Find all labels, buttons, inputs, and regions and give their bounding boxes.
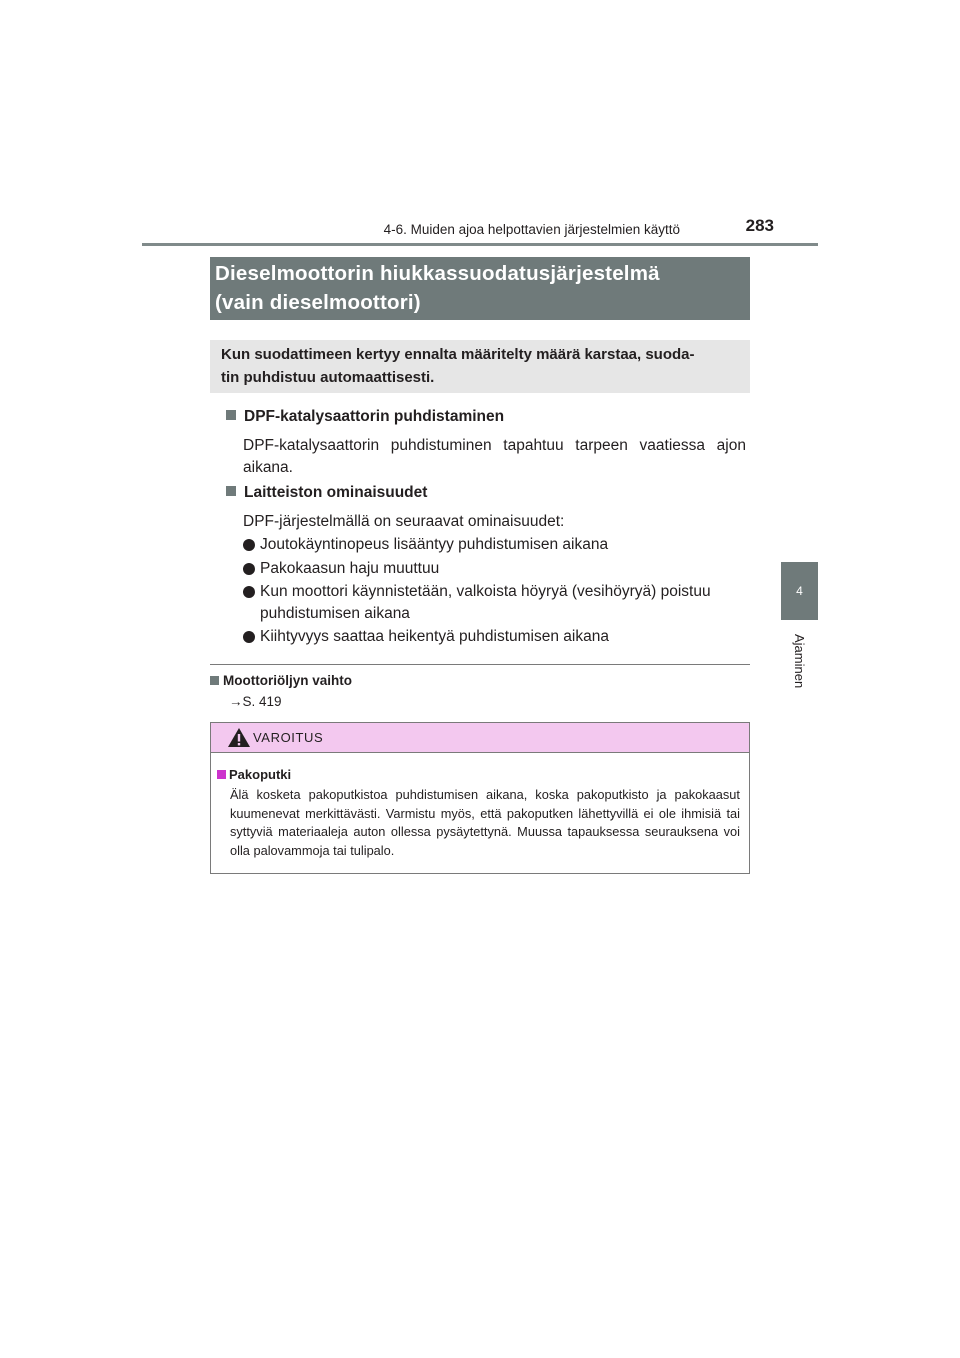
intro-line2: tin puhdistuu automaattisesti. [221, 369, 435, 386]
page-reference-link[interactable]: →S. 419 [229, 694, 282, 709]
subsection-heading-dpf-cleaning [226, 408, 504, 426]
note-heading [210, 673, 352, 688]
paragraph-dpf-cleaning: DPF-katalysaattorin puhdistuminen tapahtuu tarpeen vaatiessa ajon aikana. [243, 437, 746, 476]
chapter-tab-label [781, 626, 818, 696]
list-item [243, 581, 748, 625]
warning-triangle-icon [227, 727, 251, 748]
warning-subheading [217, 767, 291, 782]
square-marker-icon [226, 486, 236, 496]
warning-box [210, 722, 750, 874]
list-item-text: Pakokaasun haju muuttuu [260, 560, 440, 577]
square-marker-icon [226, 410, 236, 420]
note-title: Moottoriöljyn vaihto [223, 673, 352, 688]
warning-header [211, 723, 749, 753]
section-divider [210, 664, 750, 665]
subsection-title: DPF-katalysaattorin puhdistaminen [244, 408, 505, 425]
subsection-heading-features [226, 484, 427, 502]
section-heading-line1: Dieselmoottorin hiukkassuodatusjärjestelmä [215, 262, 660, 285]
subsection-title: Laitteiston ominaisuudet [244, 484, 428, 501]
paragraph-features-intro: DPF-järjestelmällä on seuraavat ominaisuudet: [243, 513, 565, 530]
page-number: 283 [745, 216, 774, 235]
bullet-icon [243, 631, 255, 643]
intro-line1: Kun suodattimeen kertyy ennalta määritelty määrä karstaa, suoda- [221, 346, 695, 363]
square-marker-icon [210, 676, 219, 685]
warning-text: Älä kosketa pakoputkistoa puhdistumisen aikana, koska pakoputkisto ja pakokaasut kuumenevat merkittävästi. Varmistu myös, että pakoputken lähettyvillä ei ole ihmisiä tai syttyviä materiaaleja auton ollessa pysäytettynä. Muussa tapauksessa seurauksena voi olla palovammoja tai tulipalo. [230, 787, 740, 858]
bullet-icon [243, 563, 255, 575]
warning-title: VAROITUS [253, 730, 324, 745]
chapter-tab[interactable] [781, 562, 818, 620]
section-heading-line2: (vain dieselmoottori) [215, 291, 421, 314]
section-heading [210, 257, 750, 320]
square-marker-icon [217, 770, 226, 779]
list-item-text: Kun moottori käynnistetään, valkoista höyryä (vesihöyryä) poistuu puhdistumisen aikana [260, 583, 711, 622]
bullet-icon [243, 586, 255, 598]
list-item-text: Kiihtyvyys saattaa heikentyä puhdistumisen aikana [260, 628, 609, 645]
chapter-tab-label-text: Ajaminen [792, 633, 807, 689]
list-item-text: Joutokäyntinopeus lisääntyy puhdistumisen aikana [260, 536, 609, 553]
chapter-tab-number: 4 [796, 584, 803, 598]
list-item [243, 626, 748, 648]
bullet-icon [243, 539, 255, 551]
intro-box [210, 340, 750, 393]
list-item [243, 558, 748, 580]
warning-subtitle: Pakoputki [229, 767, 292, 782]
header-divider [142, 243, 818, 246]
list-item [243, 534, 748, 556]
chapter-title: 4-6. Muiden ajoa helpottavien järjestelmien käyttö [383, 222, 680, 237]
